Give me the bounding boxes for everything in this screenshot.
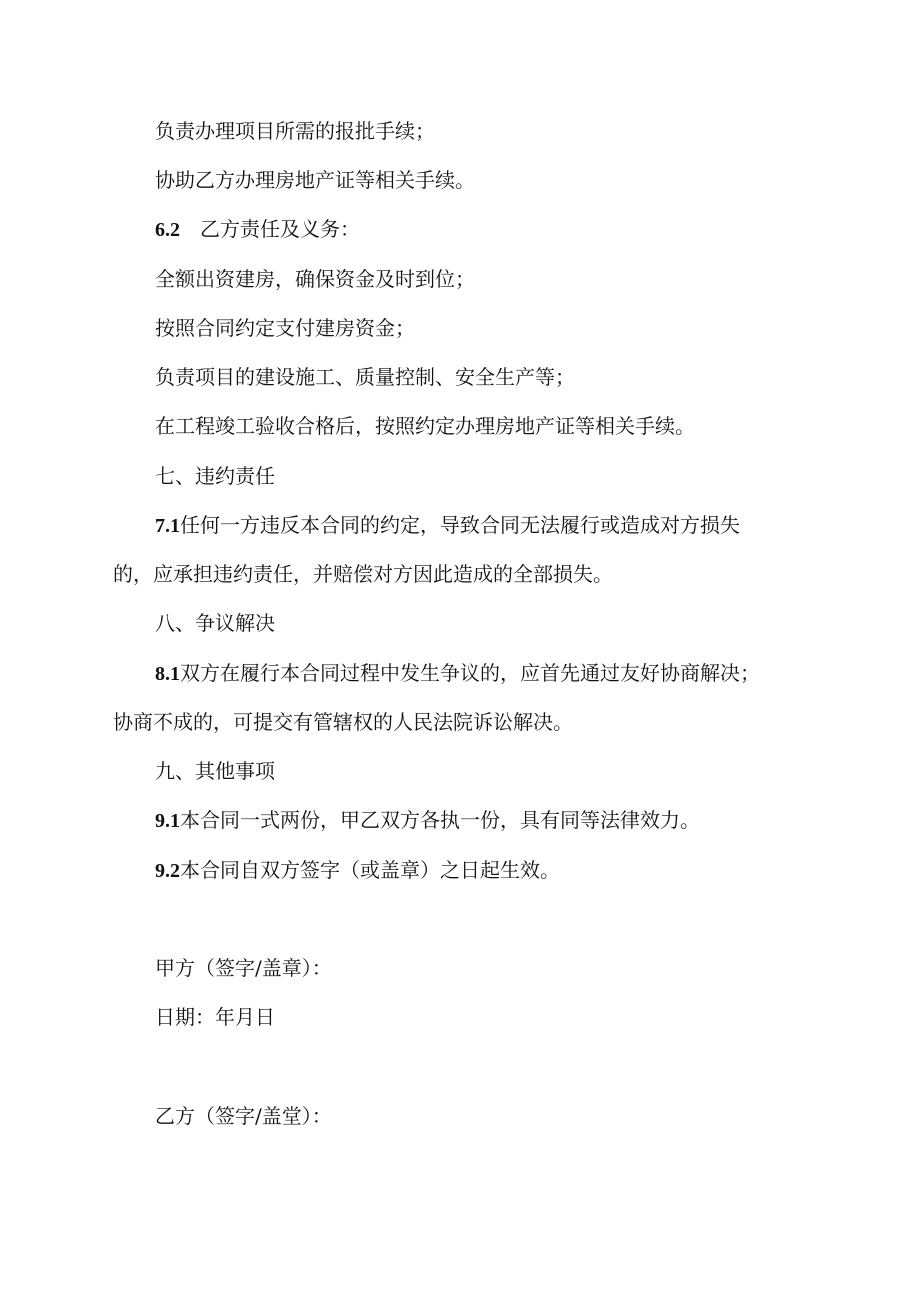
party-b-obligation-1: 全额出资建房，确保资金及时到位； — [155, 267, 475, 291]
clause-9-2-number: 9.2 — [155, 860, 180, 882]
section-6-2-heading — [155, 215, 360, 244]
obligation-approval: 负责办理项目所需的报批手续； — [155, 119, 435, 143]
party-b-signature-label: 乙方（签字/盖堂）： — [155, 1104, 332, 1128]
party-b-obligation-3: 负责项目的建设施工、质量控制、安全生产等； — [155, 365, 575, 389]
clause-8-1-line-1 — [155, 659, 760, 688]
clause-9-1-text: 本合同一式两份，甲乙双方各执一份，具有同等法律效力。 — [180, 808, 700, 832]
section-6-2-number: 6.2 — [155, 219, 180, 241]
party-b-obligation-4: 在工程竣工验收合格后，按照约定办理房地产证等相关手续。 — [155, 414, 695, 438]
clause-9-2-text: 本合同自双方签字（或盖章）之日起生效。 — [180, 858, 560, 882]
section-8-heading: 八、争议解决 — [155, 611, 275, 635]
obligation-assist-certificate: 协助乙方办理房地产证等相关手续。 — [155, 168, 475, 192]
clause-8-1-line-2: 协商不成的，可提交有管辖权的人民法院诉讼解决。 — [113, 710, 573, 734]
section-7-heading: 七、违约责任 — [155, 464, 275, 488]
clause-7-1-number: 7.1 — [155, 515, 180, 537]
party-a-signature-label: 甲方（签字/盖章）： — [155, 956, 332, 980]
clause-8-1-number: 8.1 — [155, 663, 180, 685]
clause-9-1-number: 9.1 — [155, 810, 180, 832]
clause-7-1-line-2: 的，应承担违约责任，并赔偿对方因此造成的全部损失。 — [113, 562, 613, 586]
signature-date-label: 日期：年月日 — [155, 1005, 275, 1029]
section-6-2-title: 乙方责任及义务： — [200, 217, 360, 241]
clause-9-2 — [155, 856, 560, 885]
party-b-obligation-2: 按照合同约定支付建房资金； — [155, 316, 415, 340]
section-9-heading: 九、其他事项 — [155, 759, 275, 783]
clause-7-1-text: 任何一方违反本合同的约定，导致合同无法履行或造成对方损失 — [180, 513, 740, 537]
clause-8-1-text: 双方在履行本合同过程中发生争议的，应首先通过友好协商解决； — [180, 661, 760, 685]
clause-7-1-line-1 — [155, 511, 740, 540]
clause-9-1 — [155, 806, 700, 835]
